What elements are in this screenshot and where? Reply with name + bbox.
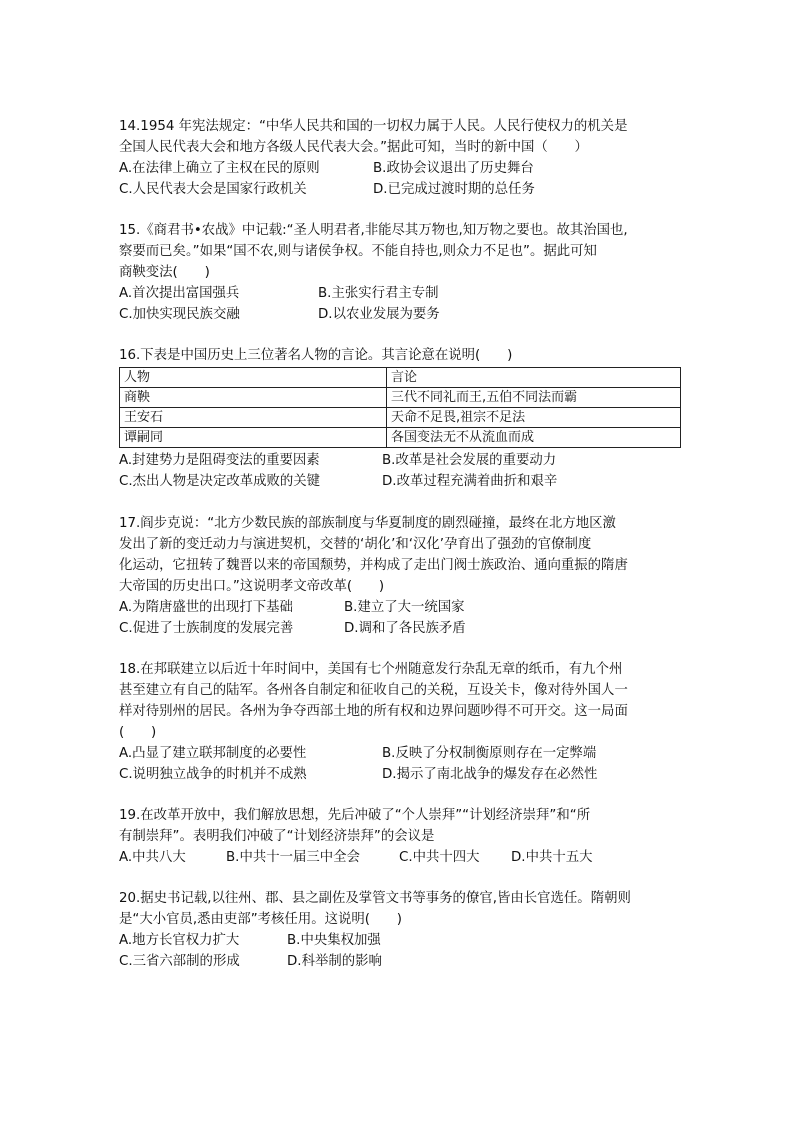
question-17-line-1: 17.阎步克说：“北方少数民族的部族制度与华夏制度的剧烈碰撞，最终在北方地区激 bbox=[119, 516, 616, 531]
question-20-line-2: 是“大小官员,悉由吏部”考核任用。这说明( ) bbox=[119, 912, 402, 927]
table-cell-person: 商鞅 bbox=[120, 388, 387, 408]
question-15-line-1: 15.《商君书•农战》中记载:“圣人明君者,非能尽其万物也,知万物之要也。故其治国也, bbox=[119, 223, 628, 238]
question-16-line-1: 16.下表是中国历史上三位著名人物的言论。其言论意在说明( ) bbox=[119, 348, 513, 363]
question-18-options-row-2 bbox=[119, 764, 679, 785]
option-b[interactable]: B.建立了大一统国家 bbox=[344, 600, 465, 615]
question-16-options-row-1 bbox=[119, 450, 683, 471]
option-a[interactable]: A.凸显了建立联邦制度的必要性 bbox=[119, 746, 307, 761]
question-14-line-1: 14.1954 年宪法规定：“中华人民共和国的一切权力属于人民。人民行使权力的机关是 bbox=[119, 119, 628, 134]
question-17-options-row-1 bbox=[119, 597, 679, 618]
option-c[interactable]: C.三省六部制的形成 bbox=[119, 954, 240, 969]
question-15-line-2: 察要而已矣。”如果“国不农,则与诸侯争权。不能自持也,则众力不足也”。据此可知 bbox=[119, 244, 597, 259]
option-c[interactable]: C.中共十四大 bbox=[399, 850, 480, 865]
option-a[interactable]: A.封建势力是阻碍变法的重要因素 bbox=[119, 453, 320, 468]
option-d[interactable]: D.中共十五大 bbox=[511, 850, 593, 865]
option-d[interactable]: D.揭示了南北战争的爆发存在必然性 bbox=[382, 767, 598, 782]
question-17 bbox=[119, 513, 679, 639]
table-cell-quote: 天命不足畏,祖宗不足法 bbox=[387, 408, 681, 428]
question-16 bbox=[119, 345, 683, 492]
option-a[interactable]: A.在法律上确立了主权在民的原则 bbox=[119, 161, 320, 176]
question-17-line-4: 大帝国的历史出口。”这说明孝文帝改革( ) bbox=[119, 579, 385, 594]
question-14-options-row-2 bbox=[119, 179, 679, 200]
question-15-options-row-1 bbox=[119, 283, 679, 304]
option-c[interactable]: C.促进了士族制度的发展完善 bbox=[119, 621, 294, 636]
option-b[interactable]: B.政协会议退出了历史舞台 bbox=[373, 161, 534, 176]
option-c[interactable]: C.杰出人物是决定改革成败的关键 bbox=[119, 474, 321, 489]
question-18-options-row-1 bbox=[119, 743, 679, 764]
option-b[interactable]: B.中共十一届三中全会 bbox=[226, 850, 360, 865]
option-d[interactable]: D.改革过程充满着曲折和艰辛 bbox=[382, 474, 558, 489]
option-d[interactable]: D.科举制的影响 bbox=[287, 954, 382, 969]
question-15-line-3: 商鞅变法( ) bbox=[119, 265, 210, 280]
table-row bbox=[120, 428, 681, 448]
quotes-table bbox=[119, 367, 681, 448]
question-17-line-2: 发出了新的变迁动力与演进契机，交替的‘胡化’和‘汉化’孕育出了强劲的官僚制度 bbox=[119, 537, 592, 552]
option-a[interactable]: A.中共八大 bbox=[119, 850, 186, 865]
question-15 bbox=[119, 220, 679, 325]
option-b[interactable]: B.改革是社会发展的重要动力 bbox=[382, 453, 557, 468]
question-15-options-row-2 bbox=[119, 304, 679, 325]
table-cell-person: 谭嗣同 bbox=[120, 428, 387, 448]
question-17-line-3: 化运动，它扭转了魏晋以来的帝国颓势，并构成了走出门阀士族政治、通向重振的隋唐 bbox=[119, 558, 628, 573]
table-row bbox=[120, 408, 681, 428]
question-20 bbox=[119, 888, 679, 972]
question-18-line-2: 甚至建立有自己的陆军。各州各自制定和征收自己的关税，互设关卡，像对待外国人一 bbox=[119, 683, 628, 698]
question-16-options-row-2 bbox=[119, 471, 683, 492]
table-cell-quote: 各国变法无不从流血而成 bbox=[387, 428, 681, 448]
option-a[interactable]: A.首次提出富国强兵 bbox=[119, 286, 240, 301]
question-14-line-2: 全国人民代表大会和地方各级人民代表大会。”据此可知，当时的新中国（ ） bbox=[119, 140, 588, 155]
option-c[interactable]: C.人民代表大会是国家行政机关 bbox=[119, 182, 307, 197]
table-header-quote: 言论 bbox=[387, 368, 681, 388]
question-19-options-row bbox=[119, 847, 679, 868]
option-b[interactable]: B.反映了分权制衡原则存在一定弊端 bbox=[382, 746, 597, 761]
question-18-line-4: ( ) bbox=[119, 725, 157, 740]
question-18-line-1: 18.在邦联建立以后近十年时间中，美国有七个州随意发行杂乱无章的纸币，有九个州 bbox=[119, 662, 623, 677]
question-19-line-2: 有制崇拜”。表明我们冲破了“计划经济崇拜”的会议是 bbox=[119, 829, 435, 844]
question-20-options-row-2 bbox=[119, 951, 679, 972]
option-b[interactable]: B.主张实行君主专制 bbox=[318, 286, 439, 301]
question-19-line-1: 19.在改革开放中，我们解放思想，先后冲破了“个人崇拜”“计划经济崇拜”和“所 bbox=[119, 808, 591, 823]
option-c[interactable]: C.加快实现民族交融 bbox=[119, 307, 240, 322]
table-header-person: 人物 bbox=[120, 368, 387, 388]
option-d[interactable]: D.以农业发展为要务 bbox=[318, 307, 440, 322]
question-20-line-1: 20.据史书记载,以往州、郡、县之副佐及掌管文书等事务的僚官,皆由长官选任。隋朝则 bbox=[119, 891, 631, 906]
question-18 bbox=[119, 659, 679, 785]
table-row bbox=[120, 388, 681, 408]
question-18-line-3: 样对待别州的居民。各州为争夺西部土地的所有权和边界问题吵得不可开交。这一局面 bbox=[119, 704, 628, 719]
table-header-row bbox=[120, 368, 681, 388]
question-14 bbox=[119, 116, 679, 200]
option-d[interactable]: D.已完成过渡时期的总任务 bbox=[373, 182, 535, 197]
option-a[interactable]: A.为隋唐盛世的出现打下基础 bbox=[119, 600, 293, 615]
table-cell-quote: 三代不同礼而王,五伯不同法而霸 bbox=[387, 388, 681, 408]
option-b[interactable]: B.中央集权加强 bbox=[287, 933, 381, 948]
question-14-options-row-1 bbox=[119, 158, 679, 179]
option-a[interactable]: A.地方长官权力扩大 bbox=[119, 933, 240, 948]
table-cell-person: 王安石 bbox=[120, 408, 387, 428]
question-17-options-row-2 bbox=[119, 618, 679, 639]
option-c[interactable]: C.说明独立战争的时机并不成熟 bbox=[119, 767, 307, 782]
question-19 bbox=[119, 805, 679, 868]
question-20-options-row-1 bbox=[119, 930, 679, 951]
option-d[interactable]: D.调和了各民族矛盾 bbox=[344, 621, 466, 636]
